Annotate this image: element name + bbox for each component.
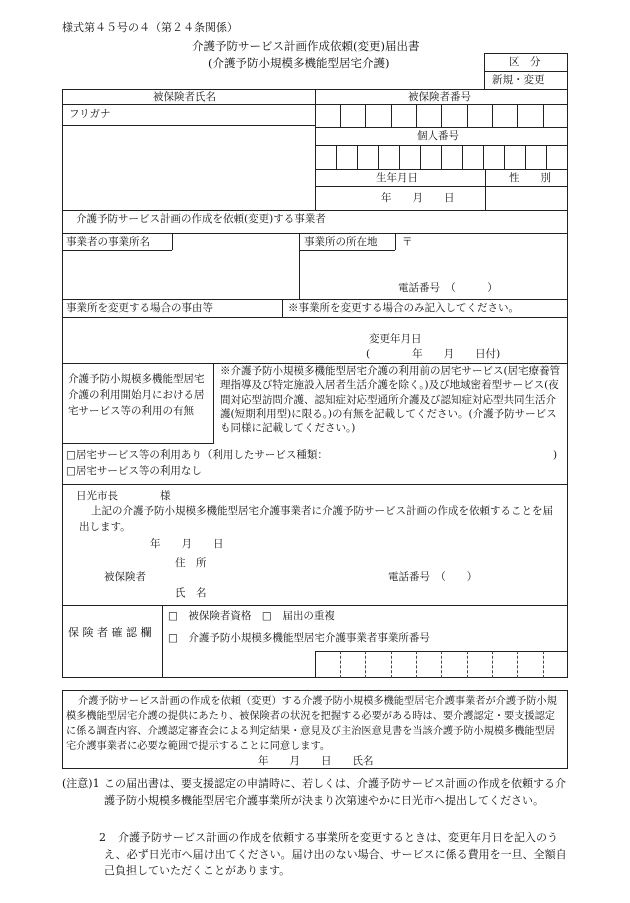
note-2: 介護予防サービス計画の作成を依頼する事業所を変更するときは、変更年月日を記入のうえ、必ず日光市へ届け出てください。届け出のない場合、サービスに係る費用を一旦、全額自己負担していただくことがあります。 — [104, 831, 567, 877]
prior-use-no[interactable]: □居宅サービス等の利用なし — [66, 465, 202, 477]
insured-number-label: 被保険者番号 — [408, 91, 471, 103]
note-2-number: 2 — [99, 831, 106, 844]
address-label: 住 所 — [175, 557, 207, 569]
notes-heading: (注意)1 — [62, 777, 100, 790]
name-label: 氏 名 — [175, 587, 207, 599]
form-title: 介護予防サービス計画作成依頼(変更)届出書 — [192, 39, 420, 53]
personal-number-label: 個人番号 — [417, 130, 459, 142]
consent-signature[interactable]: 年 月 日 氏名 — [258, 755, 374, 767]
change-note: ※事業所を変更する場合のみ記入してください。 — [288, 302, 519, 314]
birthdate-field[interactable]: 年 月 日 — [381, 192, 455, 204]
addressee: 日光市長 様 — [76, 490, 171, 502]
birthdate-label: 生年月日 — [376, 172, 418, 184]
form-number: 様式第４５号の４（第２４条関係） — [62, 21, 238, 34]
change-date-label: 変更年月日 — [369, 333, 422, 345]
office-address-label: 事業所の所在地 — [304, 236, 378, 248]
insured-name-label: 被保険者氏名 — [153, 91, 216, 103]
office-name-label: 事業者の事業所名 — [66, 236, 150, 248]
prior-use-yes-close: ) — [553, 449, 558, 461]
postal-mark[interactable]: 〒 — [402, 236, 413, 248]
change-date-field[interactable]: ( 年 月 日付) — [366, 348, 501, 360]
insurer-check-item2[interactable]: □ 介護予防小規模多機能型居宅介護事業者事業所番号 — [168, 632, 430, 644]
note-1: この届出書は、要支援認定の申請時に、若しくは、介護予防サービス計画の作成を依頼する介護予防小規模多機能型居宅介護事業所が決まり次第速やかに日光市へ提出してください。 — [104, 777, 566, 807]
kubun-value[interactable]: 新規・変更 — [492, 74, 545, 86]
furigana-label[interactable]: フリガナ — [69, 108, 111, 120]
declaration-body: 上記の介護予防小規模多機能型居宅介護事業者に介護予防サービス計画の作成を依頼することを届出します。 — [79, 505, 553, 533]
insurer-check-item1[interactable]: □ 被保険者資格 □ 届出の重複 — [168, 610, 335, 622]
form-subtitle: (介護予防小規模多機能型居宅介護) — [208, 56, 390, 70]
prior-use-label: 介護予防小規模多機能型居宅介護の利用開始月における居宅サービス等の利用の有無 — [68, 373, 205, 417]
declaration-phone[interactable]: 電話番号 （ ） — [388, 571, 478, 583]
consent-body: 介護予防サービス計画の作成を依頼（変更）する介護予防小規模多機能型居宅介護事業者が介護予防小規模多機能型居宅介護の提供にあたり、被保険者の状況を把握する必要がある時は、要介護認定・要支援認定に係る調査内容、介護認定審査会による判定結果・意見及び主治医意見書を当該介護予防小規模多機能型居宅介護事業者に必要な範囲で提示することに同意します。 — [66, 696, 557, 752]
insurer-check-label: 保 険 者 確 認 欄 — [68, 626, 152, 639]
kubun-label: 区 分 — [509, 56, 541, 68]
prior-use-yes[interactable]: □居宅サービス等の利用あり（利用したサービス種類： — [66, 449, 328, 461]
change-reason-label: 事業所を変更する場合の事由等 — [66, 302, 213, 314]
provider-section-title: 介護予防サービス計画の作成を依頼(変更)する事業者 — [76, 213, 326, 225]
declaration-date[interactable]: 年 月 日 — [150, 538, 224, 550]
sex-label: 性 別 — [509, 172, 551, 184]
prior-use-note: ※介護予防小規模多機能型居宅介護の利用前の居宅サービス(居宅療養管理指導及び特定施設入居者生活介護を除く。)及び地域密着型サービス(夜間対応型訪問介護、認知症対応型通所介護及び認知症対応型共同生活介護(短期利用型)に限る。)の有無を記載してください。(介護予防サービスも同様に記載してください。) — [220, 365, 561, 435]
office-phone[interactable]: 電話番号 （ ） — [398, 282, 498, 294]
insured-label: 被保険者 — [104, 571, 146, 583]
